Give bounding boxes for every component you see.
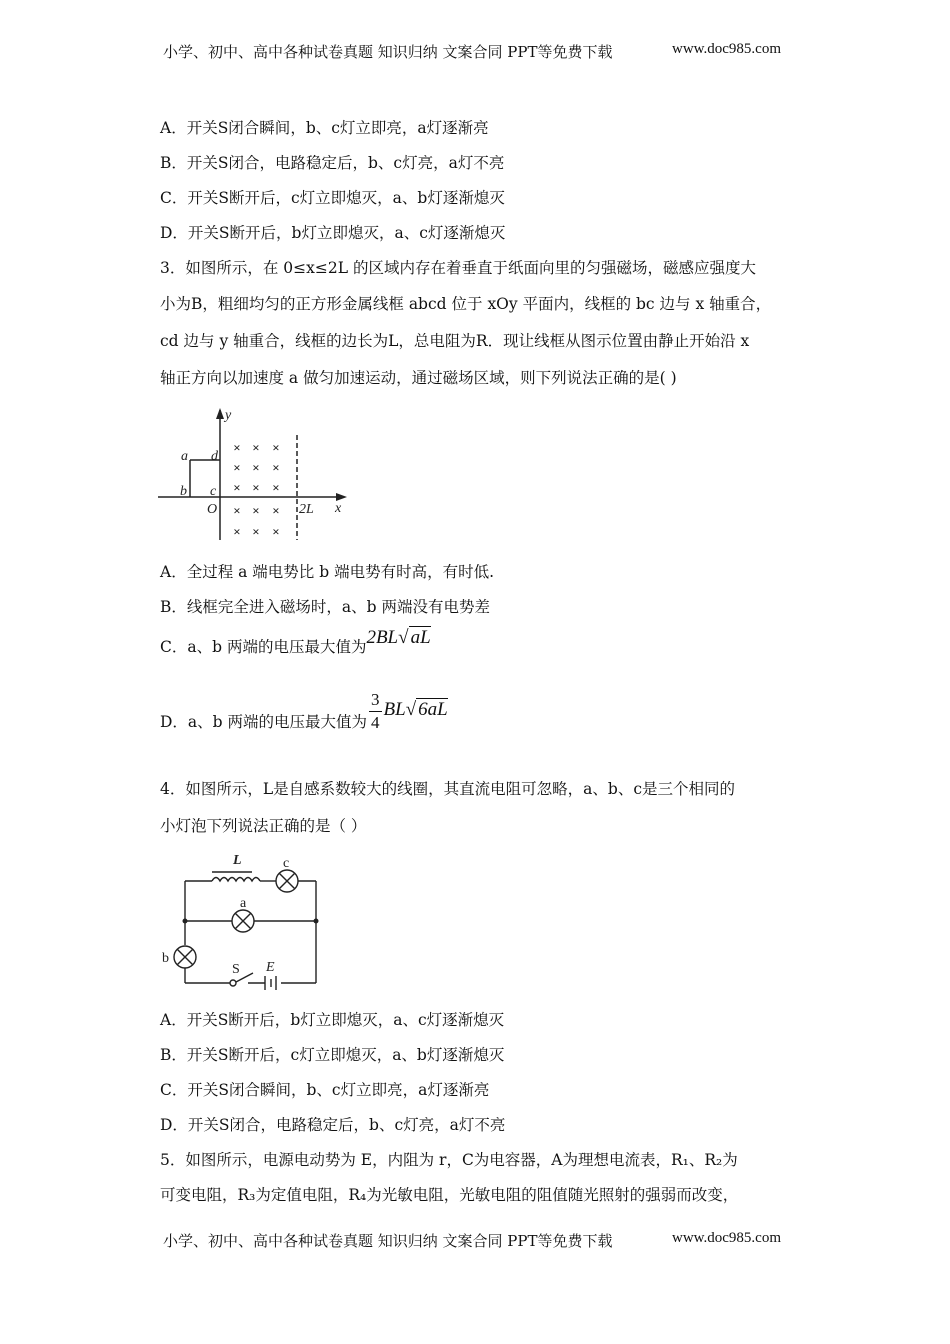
q4-option-a: A．开关S断开后，b灯立即熄灭，a、c灯逐渐熄灭 <box>160 1011 505 1029</box>
battery-label: E <box>266 960 275 975</box>
svg-text:×: × <box>252 503 260 518</box>
q3-line: cd 边与 y 轴重合，线框的边长为L，总电阻为R．现让线框从图示位置由静止开始沿 x <box>160 332 750 350</box>
corner-d: d <box>211 449 218 464</box>
formula-root: aL <box>410 627 431 648</box>
q5-line: 可变电阻，R₃为定值电阻，R₄为光敏电阻，光敏电阻的阻值随光照射的强弱而改变， <box>160 1186 739 1204</box>
svg-text:×: × <box>252 480 260 495</box>
formula: BL√ 6aL <box>383 699 448 720</box>
inductor-label: L <box>233 853 242 868</box>
q3-option-c <box>160 627 431 657</box>
svg-text:×: × <box>272 460 280 475</box>
formula-root: 6aL <box>418 699 448 720</box>
q4-option-b: B．开关S断开后，c灯立即熄灭，a、b灯逐渐熄灭 <box>160 1046 505 1064</box>
q4-line: 4．如图所示，L是自感系数较大的线圈，其直流电阻可忽略，a、b、c是三个相同的 <box>160 780 736 798</box>
svg-text:×: × <box>272 480 280 495</box>
origin-label: O <box>207 502 218 517</box>
svg-text:×: × <box>252 460 260 475</box>
lamp-b-label: b <box>162 951 169 966</box>
y-axis-label: y <box>225 408 232 423</box>
svg-text:×: × <box>233 503 241 518</box>
q2-option-b: B．开关S闭合，电路稳定后，b、c灯亮，a灯不亮 <box>160 154 505 172</box>
footer-url[interactable]: www.doc985.com <box>672 1230 782 1246</box>
corner-c: c <box>210 484 217 499</box>
option-text: D．a、b 两端的电压最大值为 <box>160 713 368 731</box>
x-axis-label: x <box>335 501 342 516</box>
q5-line: 5．如图所示，电源电动势为 E，内阻为 r，C为电容器，A为理想电流表，R₁、R₂为 <box>160 1151 738 1169</box>
q2-option-a: A．开关S闭合瞬间，b、c灯立即亮，a灯逐渐亮 <box>160 119 489 137</box>
lamp-c-label: c <box>283 856 290 871</box>
q3-line: 轴正方向以加速度 a 做匀加速运动，通过磁场区域，则下列说法正确的是( ) <box>160 369 677 387</box>
q3-line: 小为B，粗细均匀的正方形金属线框 abcd 位于 xOy 平面内，线框的 bc 边与 x 轴重合， <box>160 295 772 313</box>
svg-text:×: × <box>233 524 241 539</box>
footer-text: 小学、初中、高中各种试卷真题 知识归纳 文案合同 PPT等免费下载 <box>163 1232 613 1250</box>
fraction <box>369 689 382 734</box>
q4-line: 小灯泡下列说法正确的是（ ） <box>160 817 367 835</box>
svg-text:×: × <box>272 440 280 455</box>
svg-text:×: × <box>252 524 260 539</box>
denominator: 4 <box>371 712 380 732</box>
q3-option-d <box>160 689 448 746</box>
svg-text:×: × <box>233 480 241 495</box>
formula: 2BL√ aL <box>366 627 431 648</box>
corner-b: b <box>180 484 187 499</box>
corner-a: a <box>181 449 188 464</box>
q2-option-c: C．开关S断开后，c灯立即熄灭，a、b灯逐渐熄灭 <box>160 189 505 207</box>
circuit-figure <box>150 840 350 1000</box>
svg-text:×: × <box>272 503 280 518</box>
q3-line: 3．如图所示，在 0≤x≤2L 的区域内存在着垂直于纸面向里的匀强磁场，磁感应强度大 <box>160 259 756 277</box>
lamp-a-label: a <box>240 896 247 911</box>
formula-part: 2BL <box>366 627 399 648</box>
header-url[interactable]: www.doc985.com <box>672 41 782 57</box>
svg-text:×: × <box>233 460 241 475</box>
q4-option-d: D．开关S闭合，电路稳定后，b、c灯亮，a灯不亮 <box>160 1116 506 1134</box>
twoL-label: 2L <box>299 502 314 517</box>
magnetic-field-figure <box>155 405 355 545</box>
svg-text:×: × <box>252 440 260 455</box>
switch-label: S <box>232 962 240 977</box>
formula-part: BL <box>383 699 406 720</box>
q4-option-c: C．开关S闭合瞬间，b、c灯立即亮，a灯逐渐亮 <box>160 1081 490 1099</box>
numerator: 3 <box>369 689 382 712</box>
q3-option-a: A．全过程 a 端电势比 b 端电势有时高，有时低. <box>160 563 494 581</box>
q2-option-d: D．开关S断开后，b灯立即熄灭，a、c灯逐渐熄灭 <box>160 224 506 242</box>
q3-option-b: B．线框完全进入磁场时，a、b 两端没有电势差 <box>160 598 490 616</box>
header-text: 小学、初中、高中各种试卷真题 知识归纳 文案合同 PPT等免费下载 <box>163 43 613 61</box>
svg-text:×: × <box>272 524 280 539</box>
svg-text:×: × <box>233 440 241 455</box>
option-text: C．a、b 两端的电压最大值为 <box>160 638 367 656</box>
